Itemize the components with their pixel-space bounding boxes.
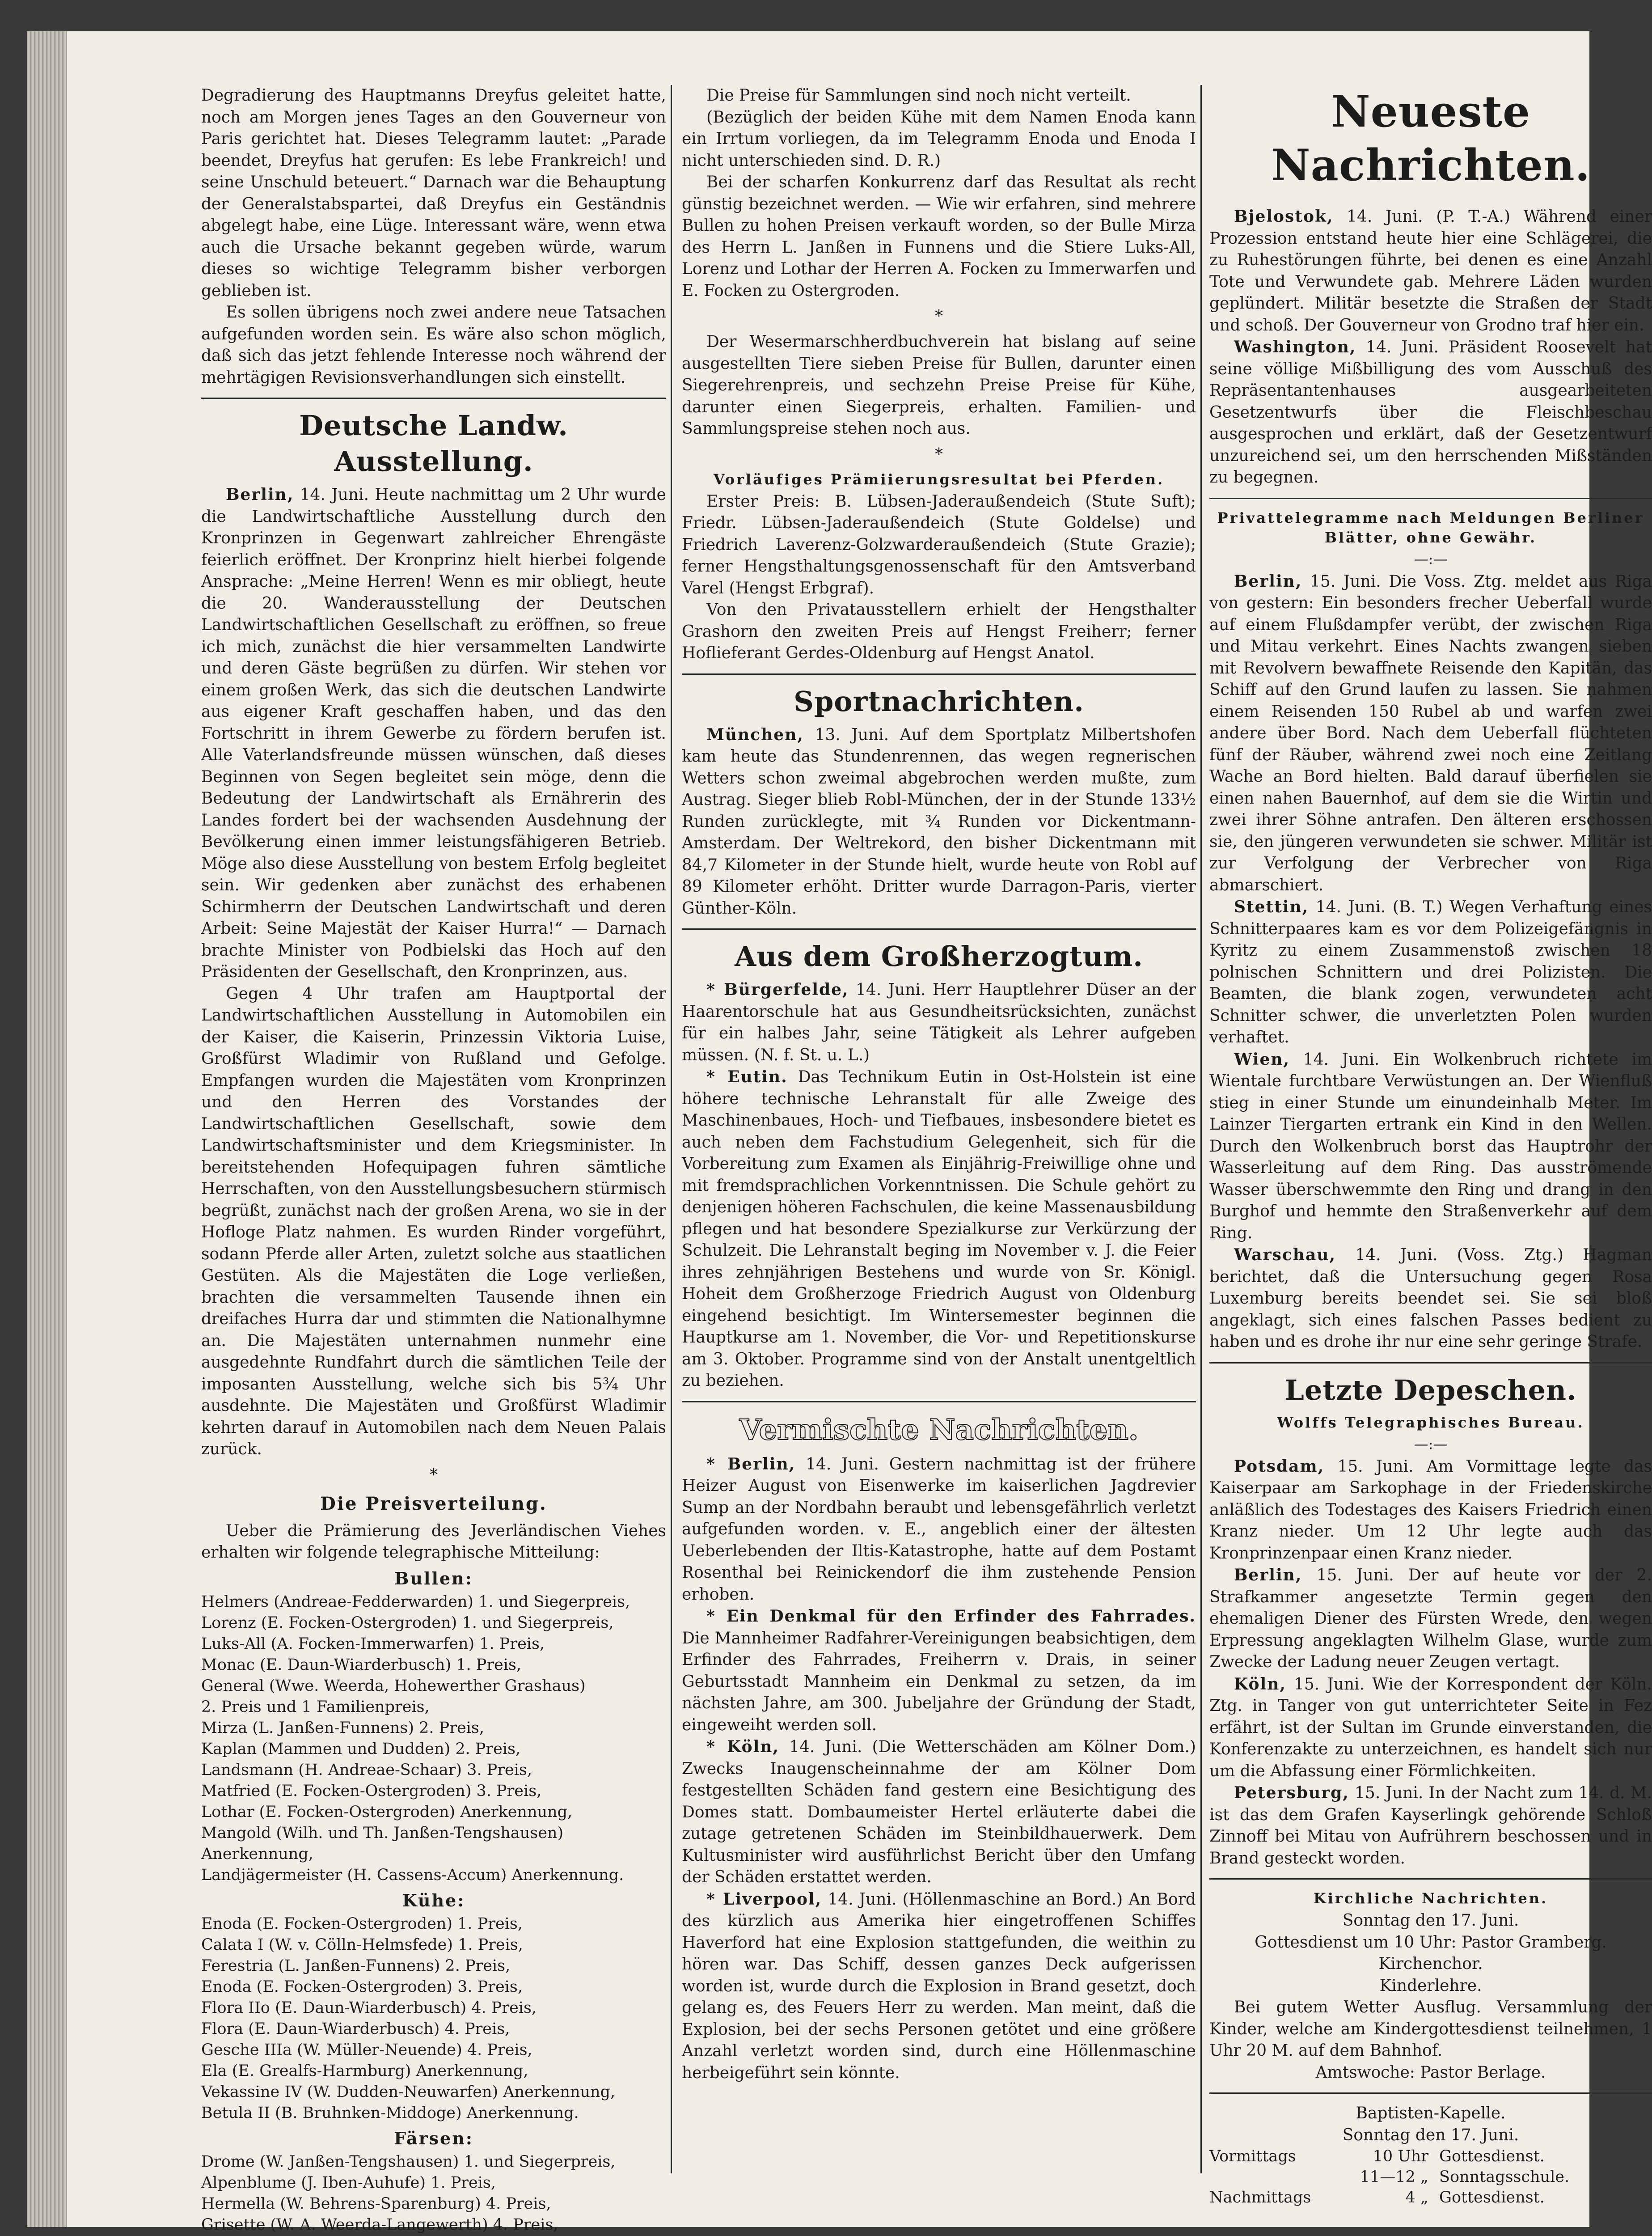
- prize-entry: Landsmann (H. Andreae-Schaar) 3. Preis,: [201, 1761, 532, 1779]
- dateline: Bjelostok,: [1234, 207, 1334, 226]
- dateline: Washington,: [1234, 338, 1356, 356]
- prize-entry: Lothar (E. Focken-Ostergroden) Anerkennung,: [201, 1803, 573, 1821]
- article-paragraph: Erster Preis: B. Lübsen-Jaderaußendeich (Stute Suft); Friedr. Lübsen-Jaderaußendeich (Stute Goldelse) und Friedrich Laverenz-Golzwarderaußendeich (Stute Grazie); ferner Hengsthaltungsgenossenschaft für den Amtsverband Varel (Hengst Erbgraf).: [682, 492, 1196, 597]
- article-paragraph: Berlin, 15. Juni. Der auf heute vor der 2. Strafkammer angesetzte Termin gegen den ehemaligen Diener des Fürsten Wrede, den wegen Erpressung angeklagten Wilhelm Glase, wurde zum Zwecke der Ladung neuer Zeugen vertagt.: [1209, 1566, 1652, 1671]
- separator: —:—: [1414, 1435, 1448, 1453]
- prize-entry: Vekassine IV (W. Dudden-Neuwarfen) Anerkennung,: [201, 2083, 616, 2101]
- schedule-row: [1209, 2146, 1652, 2167]
- dateline: Stettin,: [1234, 898, 1309, 916]
- column-middle: [682, 85, 1196, 2200]
- section-rule: [1209, 1362, 1652, 1364]
- prize-entry: Kaplan (Mammen und Dudden) 2. Preis,: [201, 1740, 521, 1758]
- prize-entry: Drome (W. Janßen-Tengshausen) 1. und Siegerpreis,: [201, 2152, 616, 2171]
- schedule-cell: 4 „: [1405, 2189, 1428, 2206]
- notice-line: Kinderlehre.: [1379, 1976, 1482, 1995]
- article-paragraph: Der Wesermarschherdbuchverein hat bislang auf seine ausgestellten Tiere sieben Preise für Bullen, darunter einen Siegerehrenpreis, und sechzehn Preise Preise für Kühe, darunter einen Siegerpreis, erhalten. Familien- und Sammlungspreise stehen noch aus.: [682, 333, 1196, 438]
- prize-entry: Flora IIo (E. Daun-Wiarderbusch) 4. Preis,: [201, 1999, 537, 2017]
- dateline: Warschau,: [1234, 1245, 1336, 1264]
- schedule-cell: Nachmittags: [1209, 2189, 1311, 2206]
- section-rule: [682, 1401, 1196, 1402]
- prize-entry: Lorenz (E. Focken-Ostergroden) 1. und Siegerpreis,: [201, 1613, 614, 1632]
- subsection-title: Wolffs Telegraphisches Bureau.: [1277, 1414, 1584, 1431]
- column-divider: [671, 85, 672, 2173]
- prize-entry: Grisette (W. A. Weerda-Langewerth) 4. Preis,: [201, 2215, 558, 2234]
- dateline: Berlin,: [1234, 1566, 1302, 1584]
- subsection-title: Vorläufiges Prämiierungsresultat bei Pferden.: [713, 470, 1165, 488]
- section-rule: [682, 928, 1196, 930]
- dateline: Köln,: [1234, 1674, 1286, 1694]
- section-title: Neueste Nachrichten.: [1271, 86, 1591, 191]
- column-left: [201, 85, 666, 2234]
- prize-list-cows: [201, 1914, 666, 2124]
- schedule-cell: Sonntagsschule.: [1439, 2168, 1570, 2186]
- article-paragraph: * Ein Denkmal für den Erfinder des Fahrrades. Die Mannheimer Radfahrer-Vereinigungen beabsichtigen, dem Erfinder des Fahrrades, Freiherrn v. Drais, in seiner Geburtsstadt Mannheim ein Denkmal zu setzen, da im nächsten Jahre, am 300. Jubeljahre der Gründung der Stadt, eingeweiht werden soll.: [682, 1607, 1196, 1734]
- notice-line: Gottesdienst um 10 Uhr: Pastor Gramberg.: [1255, 1933, 1607, 1952]
- dateline: * Eutin.: [706, 1067, 788, 1086]
- prize-entry: Enoda (E. Focken-Ostergroden) 3. Preis,: [201, 1978, 523, 1996]
- schedule-cell: Gottesdienst.: [1439, 2147, 1545, 2165]
- article-paragraph: Berlin, 15. Juni. Die Voss. Ztg. meldet aus Riga von gestern: Ein besonders frecher Ueberfall wurde auf einem Flußdampfer verübt, der zwischen Riga und Mitau verkehrt. Eines Nachts zwangen sieben mit Revolvern bewaffnete Reisende den Kapitän, das Schiff auf den Grund laufen zu lassen. Sie nahmen einem Reisenden 150 Rubel ab und warfen zwei andere über Bord. Nach dem Ueberfall flüchteten fünf der Räuber, während zwei noch eine Zeitlang Wache an Bord hielten. Bald darauf überfielen sie einen nahen Bauernhof, auf dem sie die Wirtin und zwei ihrer Söhne antrafen. Den älteren erschossen sie, den jüngeren verwundeten sie schwer. Militär ist zur Verfolgung der Verbrecher von Riga abmarschiert.: [1209, 572, 1652, 894]
- article-paragraph: * Bürgerfelde, 14. Juni. Herr Hauptlehrer Düser an der Haarentorschule hat aus Gesundheitsrücksichten, zunächst für ein halbes Jahr, seine Tätigkeit als Lehrer aufgeben müssen. (N. f. St. u. L.): [682, 980, 1196, 1064]
- article-paragraph: Warschau, 14. Juni. (Voss. Ztg.) Hagman berichtet, daß die Untersuchung gegen Rosa Luxemburg bereits beendet sei. Sie sei bloß angeklagt, sich eines falschen Passes bedient zu haben und es drohe ihr nur eine sehr geringe Strafe.: [1209, 1245, 1652, 1351]
- article-paragraph: Wien, 14. Juni. Ein Wolkenbruch richtete im Wientale furchtbare Verwüstungen an. Der Wienfluß stieg in einer Stunde um einundeinhalb Meter. Im Lainzer Tiergarten ertrank ein Kind in den Wellen. Durch den Wolkenbruch borst das Hauptrohr der Wasserleitung auf dem Ring. Das ausströmende Wasser überschwemmte den Ring und drang in den Burghof und hemmte den Straßenverkehr auf dem Ring.: [1209, 1050, 1652, 1242]
- column-right: [1209, 85, 1652, 2206]
- prize-entry: 2. Preis und 1 Familienpreis,: [201, 1698, 430, 1716]
- dateline: Berlin,: [1234, 572, 1302, 591]
- article-continuation: Degradierung des Hauptmanns Dreyfus geleitet hatte, noch am Morgen jenes Tages an den Gouverneur von Paris gerichtet hat. Dieses Telegramm lautet: „Parade beendet, Dreyfus hat gerufen: Es lebe Frankreich! und seine Unschuld beteuert.“ Darnach war die Behauptung der Generalstabspartei, daß Dreyfus ein Geständnis abgelegt habe, eine Lüge. Interessant wäre, wenn etwa auch die Ursache bekannt gegeben würde, warum dieses so wichtige Telegramm bisher verborgen geblieben ist.: [201, 86, 666, 300]
- article-paragraph: * Köln, 14. Juni. (Die Wetterschäden am Kölner Dom.) Zwecks Inaugenscheinnahme der am Kölner Dom festgestellten Schäden fand gestern eine Besichtigung des Domes statt. Dombaumeister Hertel erläuterte dabei die zutage getretenen Schäden im Steinbildhauerwerk. Dem Kultusminister wird ausführlichst Bericht über den Umfang der Schäden erstattet werden.: [682, 1737, 1196, 1886]
- newspaper-page: [67, 31, 1652, 2234]
- prize-entry: Monac (E. Daun-Wiarderbusch) 1. Preis,: [201, 1656, 522, 1674]
- separator-star: *: [430, 1465, 438, 1484]
- dateline: * Köln,: [706, 1737, 779, 1756]
- article-paragraph: Petersburg, 15. Juni. In der Nacht zum 14. d. M. ist das dem Grafen Kayserlingk gehörende Schloß Zinnoff bei Mitau von Aufrührern beschossen und in Brand gesteckt worden.: [1209, 1783, 1652, 1868]
- prize-entry: Landjägermeister (H. Cassens-Accum) Anerkennung.: [201, 1866, 624, 1884]
- section-title: Vermischte Nachrichten.: [739, 1413, 1139, 1447]
- dateline: * Bürgerfelde,: [706, 980, 849, 999]
- article-paragraph: Ueber die Prämierung des Jeverländischen Viehes erhalten wir folgende telegraphische Mitteilung:: [201, 1521, 666, 1562]
- notice-title: Baptisten-Kapelle.: [1356, 2104, 1506, 2122]
- prize-entry: Helmers (Andreae-Fedderwarden) 1. und Siegerpreis,: [201, 1592, 630, 1611]
- prize-entry: Ela (E. Grealfs-Harmburg) Anerkennung,: [201, 2062, 528, 2080]
- article-paragraph: Die Preise für Sammlungen sind noch nicht verteilt.: [706, 86, 1131, 105]
- dateline: * Liverpool,: [706, 1889, 822, 1909]
- category-heading: Kühe:: [402, 1890, 465, 1910]
- prize-entry: Hermella (W. Behrens-Sparenburg) 4. Preis,: [201, 2194, 551, 2213]
- section-rule: [1209, 2092, 1652, 2094]
- subsection-title: Kirchliche Nachrichten.: [1313, 1890, 1548, 1907]
- prize-entry: Mirza (L. Janßen-Funnens) 2. Preis,: [201, 1719, 484, 1737]
- dateline: Petersburg,: [1234, 1783, 1349, 1802]
- schedule-cell: Gottesdienst.: [1439, 2189, 1545, 2206]
- section-rule: [1209, 1878, 1652, 1880]
- article-paragraph: Köln, 15. Juni. Wie der Korrespondent der Köln. Ztg. in Tanger von gut unterrichteter Seite in Fez erfährt, ist der Sultan im Grunde einverstanden, die Konferenzakte zu unterzeichnen, es handelt sich nur um die Abfassung einer Förmlichkeiten.: [1209, 1674, 1652, 1780]
- article-paragraph: München, 13. Juni. Auf dem Sportplatz Milbertshofen kam heute das Stundenrennen, das wegen regnerischen Wetters schon zweimal abgebrochen werden mußte, zum Austrag. Sieger blieb Robl-München, der in der Stunde 133½ Runden zurücklegte, mit ¾ Runden vor Dickentmann-Amsterdam. Der Weltrekord, den bisher Dickentmann mit 84,7 Kilometer in der Stunde hielt, wurde heute von Robl auf 89 Kilometer erhöht. Dritter wurde Darragon-Paris, vierter Günther-Köln.: [682, 725, 1196, 918]
- schedule-cell: Vormittags: [1209, 2147, 1296, 2165]
- article-paragraph: * Liverpool, 14. Juni. (Höllenmaschine an Bord.) An Bord des kürzlich aus Amerika hier eingetroffenen Schiffes Haverford hat eine Explosion stattgefunden, die weithin zu hören war. Das Schiff, dessen ganzes Deck aufgerissen worden ist, wurde durch die Explosion in Brand gesetzt, doch gelang es, des Feuers Herr zu werden. Man meint, daß die Explosion, bei der sechs Personen getötet und eine größere Anzahl verletzt worden sind, durch eine Höllenmaschine herbeigeführt sein könnte.: [682, 1889, 1196, 2082]
- church-notice: [1209, 1910, 1652, 1997]
- article-paragraph: Von den Privatausstellern erhielt der Hengsthalter Grashorn den zweiten Preis auf Hengst Freiherr; ferner Hoflieferant Gerdes-Oldenburg auf Hengst Anatol.: [682, 601, 1196, 662]
- prize-list-bulls: [201, 1592, 666, 1886]
- article-paragraph: Berlin, 14. Juni. Heute nachmittag um 2 Uhr wurde die Landwirtschaftliche Ausstellung durch den Kronprinzen in Gegenwart zahlreicher Ehrengäste feierlich eröffnet. Der Kronprinz hielt hierbei folgende Ansprache: „Meine Herren! Wenn es mir obliegt, heute die 20. Wanderausstellung der Deutschen Landwirtschaftlichen Gesellschaft zu eröffnen, so freue ich mich, zunächst die hier versammelten Landwirte und deren Gäste begrüßen zu dürfen. Wir stehen vor einem großen Werk, das sich die deutschen Landwirte aus eigener Kraft geschaffen haben, und das den Fortschritt in ihrem Gewerbe zu fördern berufen ist. Alle Vaterlandsfreunde müssen wünschen, daß dieses Beginnen von Segen begleitet sein möge, denn die Bedeutung der Landwirtschaft als Ernährerin des Landes fordert bei der wachsenden Ausdehnung der Bevölkerung einen immer leistungsfähigeren Betrieb. Möge also diese Ausstellung von bestem Erfolg begleitet sein. Wir gedenken aber zunächst des erhabenen Schirmherrn der Deutschen Landwirtschaft und deren Arbeit: Seine Majestät der Kaiser Hurra!“ — Darnach brachte Minister von Podbielski das Hoch auf den Präsidenten der Gesellschaft, den Kronprinzen, aus.: [201, 485, 666, 981]
- schedule-row: [1209, 2167, 1652, 2187]
- prize-entry: Mangold (Wilh. und Th. Janßen-Tengshausen) Anerkennung,: [201, 1824, 564, 1863]
- dateline: Potsdam,: [1234, 1457, 1325, 1476]
- section-title: Aus dem Großherzogtum.: [735, 940, 1143, 973]
- section-rule: [201, 398, 666, 399]
- category-heading: Bullen:: [394, 1568, 473, 1588]
- schedule-row: [1209, 2187, 1652, 2208]
- prize-entry: Betula II (B. Bruhnken-Middoge) Anerkennung.: [201, 2104, 579, 2122]
- separator-star: *: [935, 445, 943, 464]
- article-paragraph: Gegen 4 Uhr trafen am Hauptportal der Landwirtschaftlichen Ausstellung in Automobilen ein der Kaiser, die Kaiserin, Prinzessin Viktoria Luise, Großfürst Wladimir von Rußland und Gefolge. Empfangen wurden die Majestäten vom Kronprinzen und den Herren des Vorstandes der Landwirtschaftlichen Gesellschaft, sowie dem Landwirtschaftsminister und dem Kriegsminister. In bereitstehenden Hofequipagen fuhren sämtliche Herrschaften, von den Ausstellungsbesuchern stürmisch begrüßt, zunächst nach der großen Arena, wo sie in der Hofloge Platz nahmen. Es wurden Rinder vorgeführt, sodann Pferde aller Arten, zuletzt solche aus staatlichen Gestüten. Als die Majestäten die Loge verließen, brachten die versammelten Tausende ihnen ein dreifaches Hurra dar und stimmten die Nationalhymne an. Die Majestäten unternahmen nunmehr eine ausgedehnte Rundfahrt durch die sämtlichen Teile der imposanten Ausstellung, welche sich bis 5¾ Uhr ausdehnte. Die Majestäten und Großfürst Wladimir kehrten darauf in Automobilen nach dem Neuen Palais zurück.: [201, 984, 666, 1458]
- article-paragraph: * Eutin. Das Technikum Eutin in Ost-Holstein ist eine höhere technische Lehranstalt für alle Zweige des Maschinenbaues, Hoch- und Tiefbaues, insbesondere bietet es auch neben dem Fachstudium Gelegenheit, sich für die Vorbereitung zum Examen als Einjährig-Freiwillige ohne und mit fremdsprachlichen Vorkenntnissen. Die Schule gehört zu denjenigen höheren Fachschulen, die keine Massenausbildung pflegen und hat besondere Spezialkurse zur Verkürzung der Schulzeit. Die Lehranstalt beging im November v. J. die Feier ihres zehnjährigen Bestehens und wurde von Sr. Königl. Hoheit dem Großherzoge Friedrich August von Oldenburg eingehend besichtigt. Im Wintersemester beginnen die Hauptkurse am 1. November, die Vor- und Repetitionskurse am 3. Oktober. Programme sind von der Anstalt unentgeltlich zu beziehen.: [682, 1067, 1196, 1390]
- article-paragraph: (Bezüglich der beiden Kühe mit dem Namen Enoda kann ein Irrtum vorliegen, da im Telegramm Enoda und Enoda I nicht unterschieden sind. D. R.): [682, 108, 1196, 170]
- schedule-cell: 10 Uhr: [1373, 2147, 1428, 2165]
- notice-line: Kirchenchor.: [1378, 1955, 1483, 1973]
- schedule-cell: [1209, 2167, 1317, 2187]
- prize-entry: Matfried (E. Focken-Ostergroden) 3. Preis,: [201, 1782, 542, 1800]
- prize-entry: Ferestria (L. Janßen-Funnens) 2. Preis,: [201, 1956, 511, 1975]
- schedule-cell: 11—12 „: [1360, 2168, 1428, 2186]
- article-paragraph: Stettin, 14. Juni. (B. T.) Wegen Verhaftung eines Schnitterpaares kam es vor dem Polizeigefängnis in Kyritz zu einem Zusammenstoß zwischen 18 polnischen Schnittern und drei Polizisten. Die Beamten, die blank zogen, verwundeten acht Schnitter schwer, die unverletzten Polen wurden verhaftet.: [1209, 898, 1652, 1046]
- article-paragraph: Bei der scharfen Konkurrenz darf das Resultat als recht günstig bezeichnet werden. — Wie wir erfahren, sind mehrere Bullen zu hohen Preisen verkauft worden, so der Bulle Mirza des Herrn L. Janßen in Funnens und die Stiere Luks-All, Lorenz und Lothar der Herren A. Focken zu Immerwarfen und E. Focken zu Ostergroden.: [682, 173, 1196, 300]
- prize-entry: Gesche IIIa (W. Müller-Neuende) 4. Preis,: [201, 2041, 532, 2059]
- article-paragraph: Potsdam, 15. Juni. Am Vormittage legte das Kaiserpaar am Sarkophage in der Friedenskirche anläßlich des Todestages des Kaisers Friedrich einen Kranz nieder. Um 12 Uhr legte auch das Kronprinzenpaar einen Kranz nieder.: [1209, 1457, 1652, 1563]
- prize-entry: Luks-All (A. Focken-Immerwarfen) 1. Preis,: [201, 1635, 545, 1653]
- dateline: München,: [706, 725, 804, 744]
- article-continuation: Es sollen übrigens noch zwei andere neue Tatsachen aufgefunden worden sein. Es wäre also schon möglich, daß sich das jetzt fehlende Interesse noch während der mehrtägigen Revisionsverhandlungen sich einstellt.: [201, 303, 666, 387]
- dateline: Wien,: [1234, 1050, 1290, 1069]
- section-title: Letzte Depeschen.: [1284, 1373, 1577, 1406]
- section-title: Sportnachrichten.: [794, 685, 1084, 718]
- prize-entry: Enoda (E. Focken-Ostergroden) 1. Preis,: [201, 1914, 523, 1933]
- separator: —:—: [1414, 550, 1448, 567]
- dateline: Berlin,: [226, 485, 294, 504]
- prize-list-heifers: [201, 2151, 666, 2236]
- dateline: * Ein Denkmal für den Erfinder des Fahrrades.: [706, 1607, 1196, 1626]
- subsection-title: Die Preisverteilung.: [320, 1493, 547, 1514]
- prize-entry: Alpenblume (J. Iben-Auhufe) 1. Preis,: [201, 2173, 496, 2192]
- section-title: Deutsche Landw. Ausstellung.: [299, 409, 568, 478]
- article-paragraph: Bjelostok, 14. Juni. (P. T.-A.) Während einer Prozession entstand heute hier eine Schlägerei, die zu Ruhestörungen führte, bei denen es eine Anzahl Tote und Verwundete gab. Mehrere Läden wurden geplündert. Militär besetzte die Straßen der Stadt und schoß. Der Gouverneur von Grodno traf hier ein.: [1209, 207, 1652, 335]
- prize-entry: General (Wwe. Weerda, Hohewerther Grashaus): [201, 1677, 586, 1695]
- subsection-title: Privattelegramme nach Meldungen Berliner Blätter, ohne Gewähr.: [1217, 509, 1644, 546]
- prize-entry: Flora (E. Daun-Wiarderbusch) 4. Preis,: [201, 2020, 510, 2038]
- notice-line: Sonntag den 17. Juni.: [1342, 1911, 1519, 1930]
- notice-line: Sonntag den 17. Juni.: [1342, 2126, 1519, 2144]
- service-schedule: [1209, 2146, 1652, 2208]
- article-paragraph: Bei gutem Wetter Ausflug. Versammlung der Kinder, welche am Kindergottesdienst teilnehmen, 1 Uhr 20 M. auf dem Bahnhof.: [1209, 1998, 1652, 2060]
- article-paragraph: * Berlin, 14. Juni. Gestern nachmittag ist der frühere Heizer August von Eisenwerke im kaiserlichen Jagdrevier Sump an der Nordbahn beraubt und lebensgefährlich verletzt aufgefunden worden. v. E., angeblich einer der ältesten Ueberlebenden der Iltis-Katastrophe, hatte auf dem Postamt Rosenthal bei Reinickendorf die ihm zustehende Pension erhoben.: [682, 1454, 1196, 1604]
- section-rule: [682, 673, 1196, 675]
- category-heading: Färsen:: [394, 2128, 473, 2148]
- separator-star: *: [935, 307, 943, 326]
- notice-line: Amtswoche: Pastor Berlage.: [1315, 2063, 1546, 2082]
- column-divider: [1200, 85, 1202, 2173]
- section-rule: [1209, 498, 1652, 499]
- article-paragraph: Washington, 14. Juni. Präsident Roosevelt hat seine völlige Mißbilligung des vom Ausschuß des Repräsentantenhauses ausgearbeiteten Gesetzentwurfs über die Fleischbeschau ausgesprochen und erklärt, daß der Gesetzentwurf unzureichend sei, um den herrschenden Mißständen zu begegnen.: [1209, 338, 1652, 487]
- dateline: * Berlin,: [706, 1454, 796, 1474]
- prize-entry: Calata I (W. v. Cölln-Helmsfede) 1. Preis,: [201, 1935, 523, 1954]
